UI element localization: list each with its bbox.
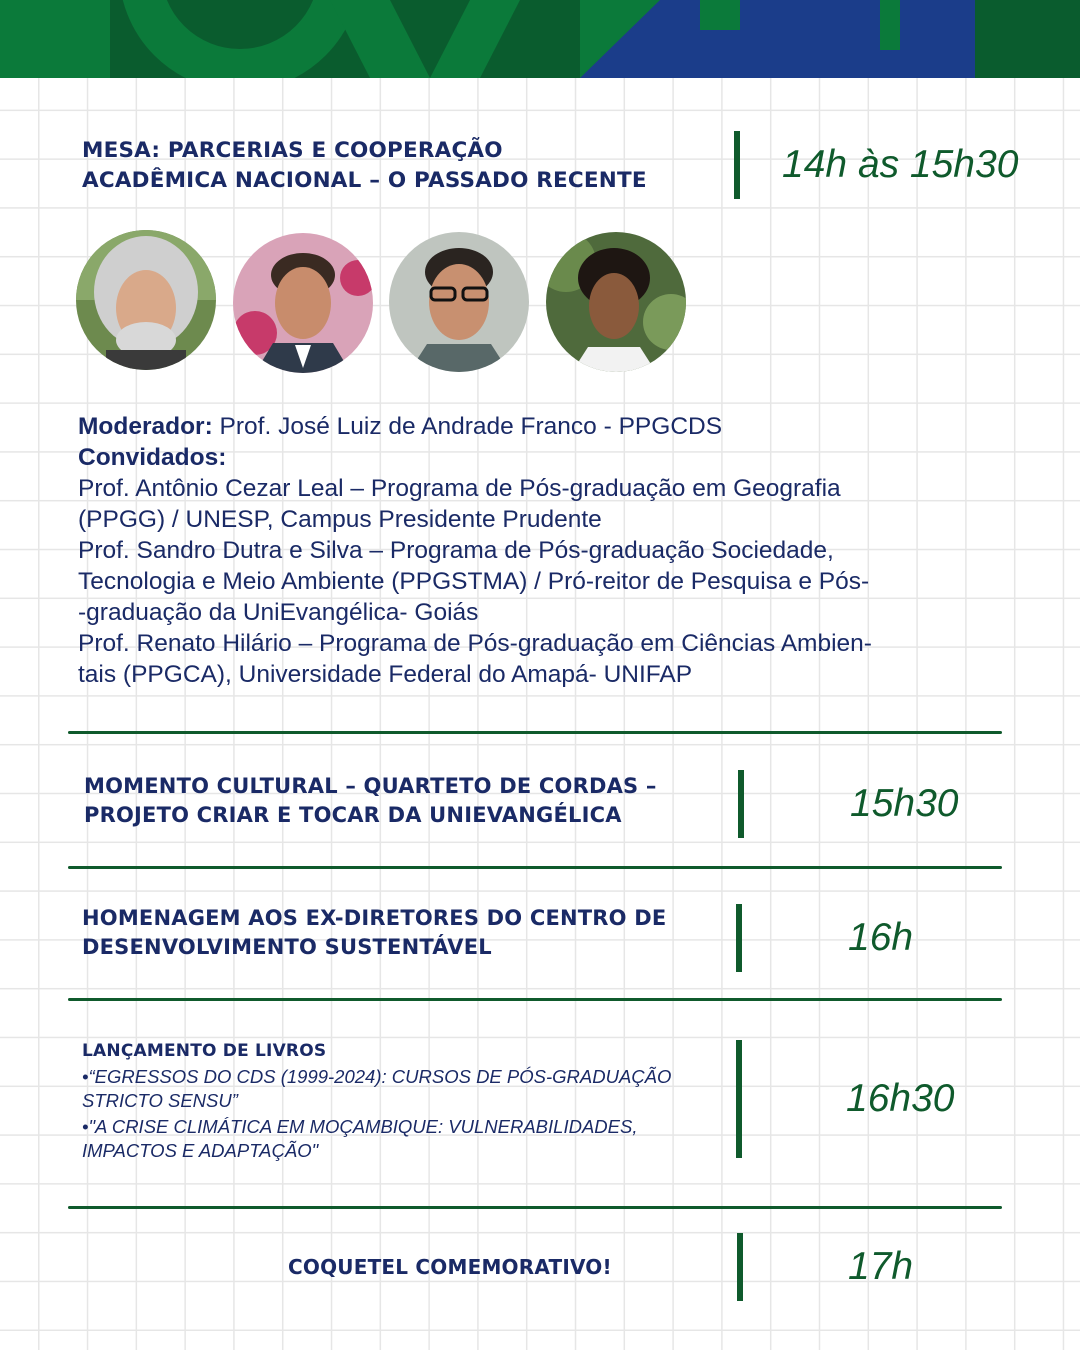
speaker-photo-3 xyxy=(389,232,529,372)
moderador-label: Moderador: xyxy=(78,413,213,440)
homenagem-title-line1: HOMENAGEM AOS EX-DIRETORES DO CENTRO DE xyxy=(82,906,667,930)
separator-line xyxy=(68,1206,1002,1209)
cultural-title xyxy=(84,772,734,830)
cultural-time: 15h30 xyxy=(850,782,959,825)
moderador-value: Prof. José Luiz de Andrade Franco - PPGCDS xyxy=(212,413,723,440)
separator-line xyxy=(68,731,1002,734)
book-2-line1: •"A CRISE CLIMÁTICA EM MOÇAMBIQUE: VULNERABILIDADES, xyxy=(82,1116,638,1137)
homenagem-time: 16h xyxy=(848,916,914,959)
book-1-line1: •“EGRESSOS DO CDS (1999-2024): CURSOS DE PÓS-GRADUAÇÃO xyxy=(82,1066,672,1087)
mesa-title xyxy=(82,136,742,196)
homenagem-title-line2: DESENVOLVIMENTO SUSTENTÁVEL xyxy=(82,935,492,959)
cultural-divider xyxy=(738,770,744,838)
separator-line xyxy=(68,866,1002,869)
guest-line: -graduação da UniEvangélica- Goiás xyxy=(78,599,479,626)
speaker-photo-2 xyxy=(233,233,373,373)
panel-description xyxy=(78,411,958,690)
mesa-title-line2: ACADÊMICA NACIONAL – O PASSADO RECENTE xyxy=(82,168,647,193)
homenagem-divider xyxy=(736,904,742,972)
speaker-photo-4 xyxy=(546,232,686,372)
cultural-title-line2: PROJETO CRIAR E TOCAR DA UNIEVANGÉLICA xyxy=(84,803,622,827)
guest-line: Prof. Antônio Cezar Leal – Programa de Pós-graduação em Geografia xyxy=(78,475,841,502)
livros-divider xyxy=(736,1040,742,1158)
guest-line: Prof. Sandro Dutra e Silva – Programa de Pós-graduação Sociedade, xyxy=(78,537,834,564)
speaker-photo-1 xyxy=(76,230,216,370)
guest-line: (PPGG) / UNESP, Campus Presidente Prudente xyxy=(78,506,602,533)
guest-line: Tecnologia e Meio Ambiente (PPGSTMA) / Pró-reitor de Pesquisa e Pós- xyxy=(78,568,870,595)
coquetel-title: COQUETEL COMEMORATIVO! xyxy=(288,1255,612,1279)
livros-time: 16h30 xyxy=(846,1077,955,1120)
coquetel-time: 17h xyxy=(848,1245,914,1288)
book-2 xyxy=(82,1115,732,1163)
moderador-row xyxy=(78,411,958,442)
mesa-title-line1: MESA: PARCERIAS E COOPERAÇÃO xyxy=(82,138,503,163)
banner-graphic xyxy=(0,0,1080,78)
book-2-line2: IMPACTOS E ADAPTAÇÃO" xyxy=(82,1140,319,1161)
book-1-line2: STRICTO SENSU” xyxy=(82,1090,238,1111)
cultural-title-line1: MOMENTO CULTURAL – QUARTETO DE CORDAS – xyxy=(84,774,657,798)
book-1 xyxy=(82,1065,732,1113)
top-banner xyxy=(0,0,1080,78)
coquetel-divider xyxy=(737,1233,743,1301)
convidados-label: Convidados: xyxy=(78,444,227,471)
guest-line: Prof. Renato Hilário – Programa de Pós-graduação em Ciências Ambien- xyxy=(78,630,872,657)
guest-line: tais (PPGCA), Universidade Federal do Amapá- UNIFAP xyxy=(78,661,693,688)
separator-line xyxy=(68,998,1002,1001)
livros-title: LANÇAMENTO DE LIVROS xyxy=(82,1041,327,1061)
mesa-divider xyxy=(734,131,740,199)
mesa-time: 14h às 15h30 xyxy=(782,143,1019,186)
homenagem-title xyxy=(82,904,732,962)
